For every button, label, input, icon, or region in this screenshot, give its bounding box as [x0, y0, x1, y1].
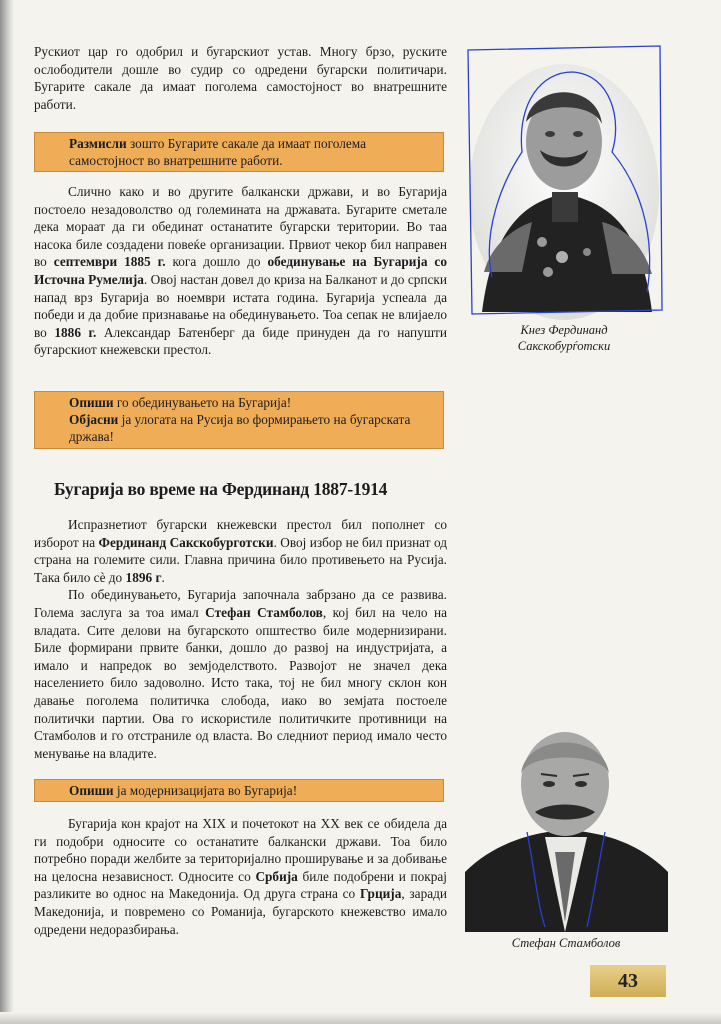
- paragraph-ferdinand: Испразнетиот бугарски кнежевски престол бил пополнет со изборот на Фердинанд Сакскобурготски. Овој избор не бил признат од страна на големите сили. Главна причина било противењето на Русија. Така било сè до 1896 г. По обединувањето, Бугарија започнала забрзано да се развива. Голема заслуга за тоа имал Стефан Стамболов, кој бил на чело на владата. Сите делови на бугарското општество биле модернизирани. Биле формирани првите банки, дошло до развој на индустријата, а имало и напредок во земјоделството. Развојот не значел дека населението било задоволно. Исто така, тој не бил многу склон кон давање поголема политичка слобода, иако во земјата постоеле политички партии. Ова го искористиле политичките противници на Стамболов и го отстраниле од власта. Во следниот период имало често менување на владите.: [34, 517, 447, 761]
- think-callout: [34, 132, 444, 172]
- book-spine-shadow: [0, 0, 14, 1024]
- stambolov-portrait-drawing: [465, 722, 668, 932]
- stambolov-portrait: [465, 722, 668, 932]
- think-text: зошто Бугарите сакале да имаат поголема самостојност во внатрешните работи.: [69, 136, 367, 168]
- intro-paragraph: Рускиот цар го одобрил и бугарскиот устав. Многу брзо, руските ослободители дошле во судир со одредени бугарски политичари. Бугарите сакале да имаат поголема самостојност во внатрешните работи.: [34, 44, 447, 112]
- ferdinand-caption: Кнез Фердинанд Сакскобурѓотски: [517, 323, 611, 353]
- task-callout: Опиши го обединувањето на Бугарија! Објасни ја улогата на Русија во формирањето на бугарската држава!: [34, 391, 444, 449]
- section-heading: Бугарија во време на Фердинанд 1887-1914: [54, 479, 388, 499]
- ferdinand-portrait-drawing: [462, 42, 667, 322]
- page-number: 43: [590, 965, 666, 997]
- page-bottom-edge: [0, 1012, 721, 1024]
- stambolov-caption: Стефан Стамболов: [511, 936, 621, 950]
- think-lead: Размисли: [69, 136, 127, 151]
- paragraph-balkan-relations: Бугарија кон крајот на XIX и почетокот на XX век се обидела да ги подобри односите со останатите балкански држави. Тоа било потребно поради желбите за територијално проширување и за добивање на целосна независност. Односите со Србија биле подобрени и покрај разликите во однос на Македонија. Од друга страна со Грција, заради Македонија, и повремено со Романија, бугарското кнежевство имало одредени недоразбирања.: [34, 816, 448, 937]
- ferdinand-portrait: [462, 42, 667, 322]
- paragraph-unification: Слично како и во другите балкански држави, и во Бугарија постоело незадоволство од големината на државата. Бугарите сметале дека мораат да ги обединат останатите бугарски територии. Во таа насока биле создадени повеќе организации. Првиот чекор бил направен во септември 1885 г. кога дошло до обединување на Бугарија со Источна Румелија. Овој настан довел до криза на Балканот и до српски напад врз Бугарија во ноември истата година. Бугарија успеала да победи и да добие признавање на обединувањето. Тоа сепак не влијаело во 1886 г. Александар Батенберг да биде принуден да го напушти бугарскиот кнежевски престол.: [34, 184, 447, 358]
- task-callout-modernization: Опиши ја модернизацијата во Бугарија!: [34, 779, 444, 802]
